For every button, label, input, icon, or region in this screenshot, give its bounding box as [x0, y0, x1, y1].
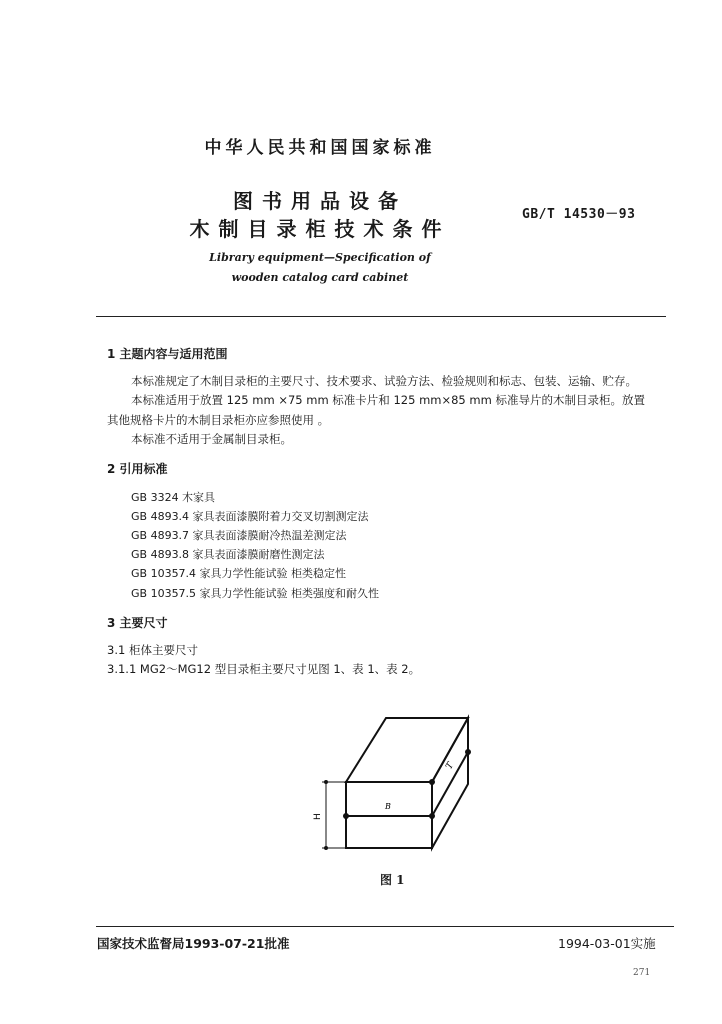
- section-1-heading: 1 主题内容与适用范围: [107, 347, 228, 361]
- page-number: 271: [633, 968, 651, 978]
- figure-1-caption: 图 1: [380, 873, 405, 887]
- section-1-paragraph-2b: 其他规格卡片的木制目录柜亦应参照使用 。: [107, 413, 330, 427]
- dimension-t-label: T: [444, 761, 457, 772]
- reference-item: GB 4893.7 家具表面漆膜耐冷热温差测定法: [131, 529, 347, 542]
- section-1-paragraph-1: 本标准规定了木制目录柜的主要尺寸、技术要求、试验方法、检验规则和标志、包装、运输、贮存。: [131, 374, 637, 388]
- section-3-1: 3.1 柜体主要尺寸: [107, 643, 198, 657]
- reference-item: GB 10357.5 家具力学性能试验 柜类强度和耐久性: [131, 587, 380, 600]
- reference-item: GB 10357.4 家具力学性能试验 柜类稳定性: [131, 567, 347, 580]
- title-cn-line1: 图书用品设备: [233, 189, 407, 213]
- approval-date: 国家技术监督局1993-07-21批准: [97, 936, 290, 951]
- title-en-line1: Library equipment—Specification of: [209, 251, 431, 264]
- drawer-split-side: [432, 752, 468, 816]
- title-en-line2: wooden catalog card cabinet: [231, 271, 409, 284]
- section-2-heading: 2 引用标准: [107, 462, 168, 476]
- reference-item: GB 3324 木家具: [131, 491, 216, 504]
- reference-item: GB 4893.4 家具表面漆膜附着力交叉切割测定法: [131, 510, 369, 523]
- section-1-paragraph-2a: 本标准适用于放置 125 mm ×75 mm 标准卡片和 125 mm×85 mm 标准导片的木制目录柜。放置: [131, 393, 645, 407]
- section-3-heading: 3 主要尺寸: [107, 616, 168, 630]
- figure-1-cabinet-drawing: [300, 710, 500, 860]
- standard-number: GB/T 14530－93: [522, 207, 636, 222]
- title-cn-line2: 木制目录柜技术条件: [189, 217, 451, 241]
- dimension-b-label: B: [385, 802, 391, 811]
- reference-item: GB 4893.8 家具表面漆膜耐磨性测定法: [131, 548, 325, 561]
- footer-divider: [96, 926, 674, 927]
- cabinet-svg: [300, 710, 500, 860]
- implementation-date: 1994-03-01实施: [558, 936, 656, 951]
- section-1-paragraph-3: 本标准不适用于金属制目录柜。: [131, 432, 292, 446]
- dimension-h-label: H: [313, 813, 323, 820]
- section-3-1-1: 3.1.1 MG2～MG12 型目录柜主要尺寸见图 1、表 1、表 2。: [107, 662, 421, 676]
- header-divider: [96, 316, 666, 317]
- national-standard-header: 中华人民共和国国家标准: [204, 138, 436, 158]
